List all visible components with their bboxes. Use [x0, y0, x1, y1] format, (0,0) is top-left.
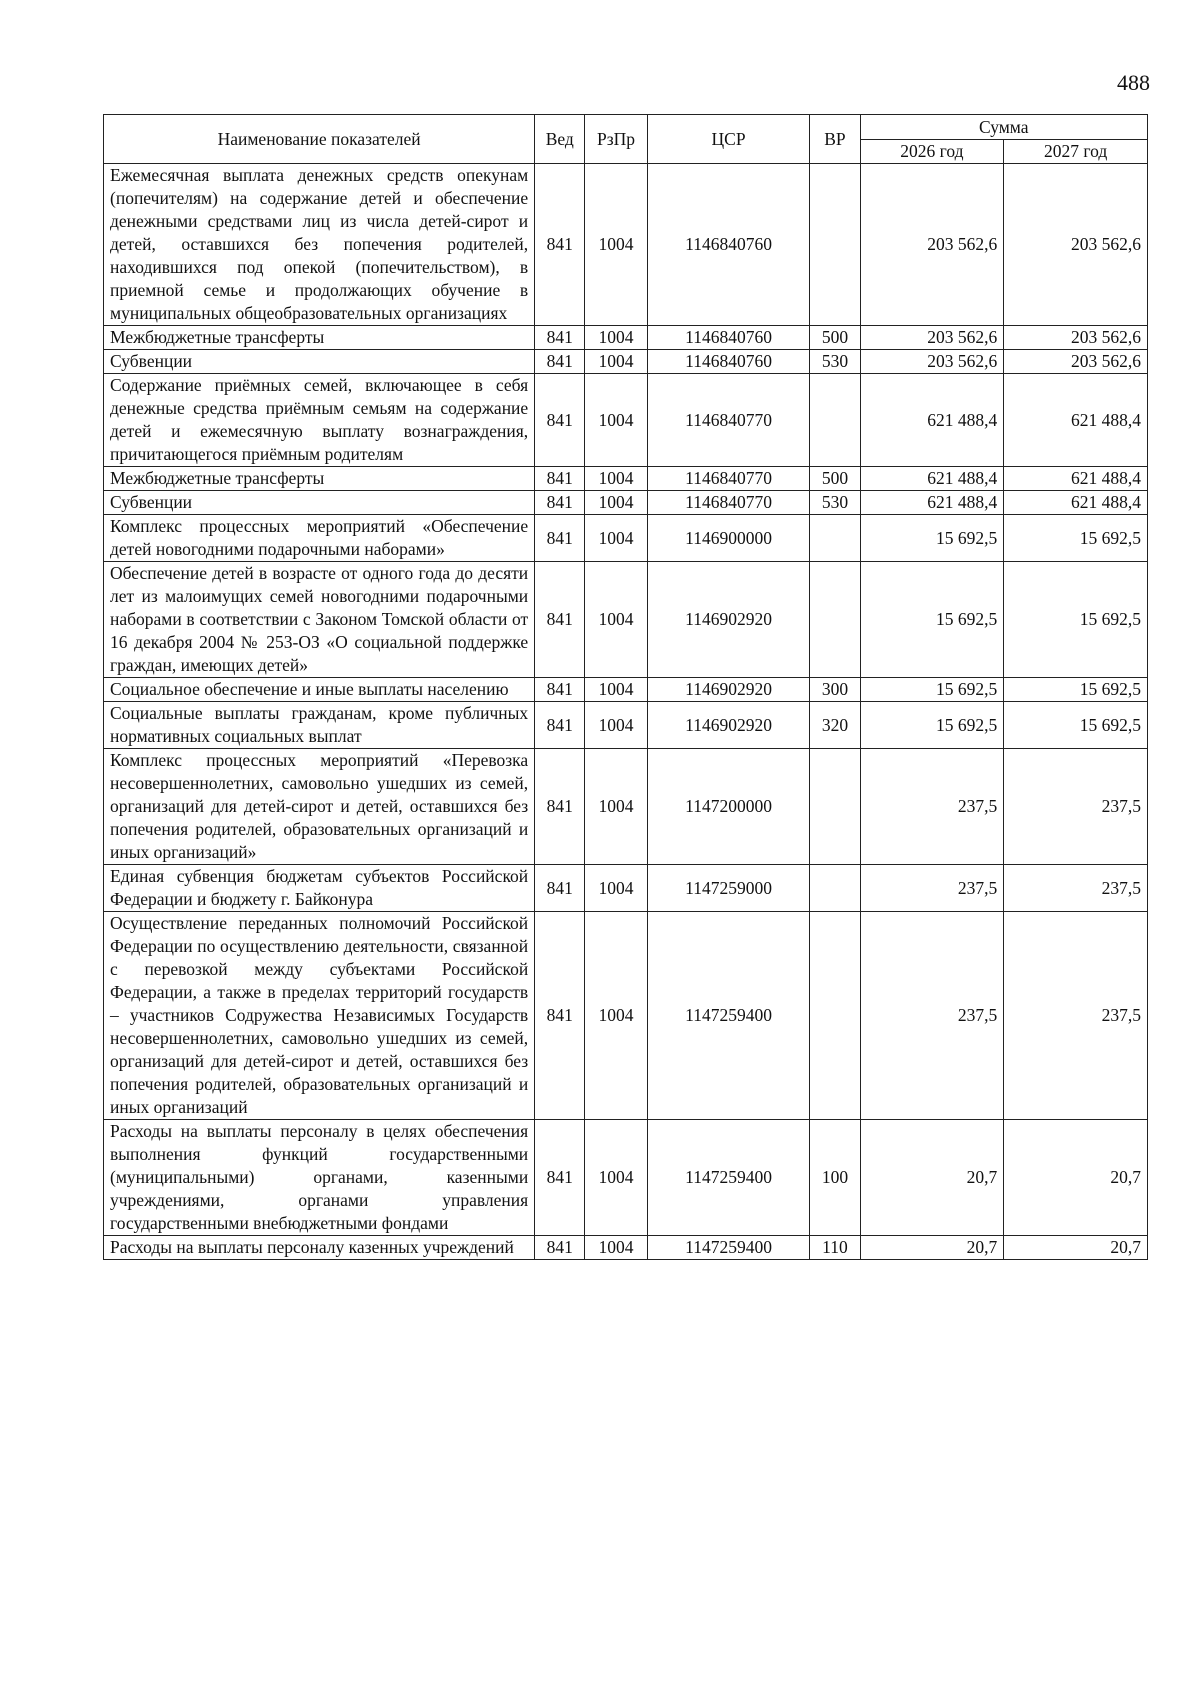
table-row	[104, 350, 1148, 374]
row-sum-2026: 621 488,4	[860, 491, 1004, 515]
row-rzpr: 1004	[585, 350, 647, 374]
row-vr: 100	[810, 1120, 860, 1236]
row-sum-2026: 203 562,6	[860, 164, 1004, 326]
row-vr	[810, 562, 860, 678]
row-csr: 1146840770	[647, 491, 810, 515]
row-csr: 1147259400	[647, 1120, 810, 1236]
row-sum-2027: 237,5	[1004, 865, 1148, 912]
row-csr: 1146840770	[647, 467, 810, 491]
table-row	[104, 912, 1148, 1120]
table-row	[104, 467, 1148, 491]
row-csr: 1147259400	[647, 912, 810, 1120]
row-name: Социальные выплаты гражданам, кроме публичных нормативных социальных выплат	[104, 702, 535, 749]
row-sum-2027: 237,5	[1004, 749, 1148, 865]
budget-table	[103, 114, 1148, 1260]
row-name: Субвенции	[104, 350, 535, 374]
page-number: 488	[1117, 70, 1150, 95]
row-sum-2027: 20,7	[1004, 1236, 1148, 1260]
row-name: Социальное обеспечение и иные выплаты населению	[104, 678, 535, 702]
row-ved: 841	[535, 912, 585, 1120]
row-rzpr: 1004	[585, 749, 647, 865]
row-rzpr: 1004	[585, 702, 647, 749]
row-name: Ежемесячная выплата денежных средств опекунам (попечителям) на содержание детей и обеспечение денежными средствами лиц из числа детей-сирот и детей, оставшихся без попечения родителей, находившихся под опекой (попечительством), в приемной семье и продолжающих обучение в муниципальных общеобразовательных организациях	[104, 164, 535, 326]
row-sum-2027: 203 562,6	[1004, 164, 1148, 326]
row-sum-2026: 237,5	[860, 912, 1004, 1120]
header-year-2026: 2026 год	[860, 140, 1004, 164]
row-ved: 841	[535, 865, 585, 912]
header-year-2027: 2027 год	[1004, 140, 1148, 164]
row-sum-2027: 203 562,6	[1004, 326, 1148, 350]
header-name: Наименование показателей	[104, 115, 535, 164]
table-row	[104, 562, 1148, 678]
header-sum: Сумма	[860, 115, 1148, 140]
row-sum-2027: 203 562,6	[1004, 350, 1148, 374]
row-ved: 841	[535, 374, 585, 467]
table-row	[104, 164, 1148, 326]
row-ved: 841	[535, 467, 585, 491]
row-ved: 841	[535, 326, 585, 350]
row-vr: 500	[810, 467, 860, 491]
row-sum-2026: 20,7	[860, 1236, 1004, 1260]
row-vr: 320	[810, 702, 860, 749]
table-row	[104, 1236, 1148, 1260]
row-sum-2026: 15 692,5	[860, 562, 1004, 678]
row-rzpr: 1004	[585, 912, 647, 1120]
row-sum-2026: 15 692,5	[860, 702, 1004, 749]
row-sum-2027: 15 692,5	[1004, 702, 1148, 749]
row-rzpr: 1004	[585, 1236, 647, 1260]
table-row	[104, 326, 1148, 350]
row-vr: 500	[810, 326, 860, 350]
row-rzpr: 1004	[585, 515, 647, 562]
row-sum-2026: 237,5	[860, 865, 1004, 912]
header-rzpr: РзПр	[585, 115, 647, 164]
table-row	[104, 865, 1148, 912]
table-row	[104, 515, 1148, 562]
row-name: Содержание приёмных семей, включающее в себя денежные средства приёмным семьям на содержание детей и ежемесячную выплату вознаграждения, причитающегося приёмным родителям	[104, 374, 535, 467]
row-csr: 1146902920	[647, 562, 810, 678]
row-ved: 841	[535, 164, 585, 326]
row-csr: 1146840760	[647, 164, 810, 326]
row-ved: 841	[535, 1120, 585, 1236]
table-row	[104, 374, 1148, 467]
row-rzpr: 1004	[585, 678, 647, 702]
row-csr: 1146902920	[647, 678, 810, 702]
row-ved: 841	[535, 491, 585, 515]
row-sum-2027: 15 692,5	[1004, 678, 1148, 702]
row-csr: 1147259000	[647, 865, 810, 912]
row-csr: 1146900000	[647, 515, 810, 562]
row-vr	[810, 374, 860, 467]
row-rzpr: 1004	[585, 374, 647, 467]
row-name: Комплекс процессных мероприятий «Перевозка несовершеннолетних, самовольно ушедших из семей, организаций для детей-сирот и детей, оставшихся без попечения родителей, образовательных организаций и иных организаций»	[104, 749, 535, 865]
row-sum-2027: 15 692,5	[1004, 515, 1148, 562]
row-sum-2027: 621 488,4	[1004, 491, 1148, 515]
row-ved: 841	[535, 749, 585, 865]
row-rzpr: 1004	[585, 491, 647, 515]
row-csr: 1147259400	[647, 1236, 810, 1260]
row-rzpr: 1004	[585, 326, 647, 350]
row-vr: 530	[810, 491, 860, 515]
row-sum-2027: 20,7	[1004, 1120, 1148, 1236]
row-sum-2026: 621 488,4	[860, 467, 1004, 491]
row-name: Межбюджетные трансферты	[104, 326, 535, 350]
row-sum-2027: 237,5	[1004, 912, 1148, 1120]
row-sum-2026: 20,7	[860, 1120, 1004, 1236]
row-sum-2027: 621 488,4	[1004, 467, 1148, 491]
row-csr: 1146840770	[647, 374, 810, 467]
row-sum-2026: 15 692,5	[860, 515, 1004, 562]
row-ved: 841	[535, 515, 585, 562]
table-row	[104, 702, 1148, 749]
table-row	[104, 749, 1148, 865]
row-sum-2027: 621 488,4	[1004, 374, 1148, 467]
row-rzpr: 1004	[585, 865, 647, 912]
row-vr: 110	[810, 1236, 860, 1260]
row-rzpr: 1004	[585, 1120, 647, 1236]
row-vr: 530	[810, 350, 860, 374]
row-sum-2026: 203 562,6	[860, 350, 1004, 374]
table-row	[104, 678, 1148, 702]
row-sum-2026: 203 562,6	[860, 326, 1004, 350]
row-name: Межбюджетные трансферты	[104, 467, 535, 491]
row-vr	[810, 865, 860, 912]
row-name: Расходы на выплаты персоналу казенных учреждений	[104, 1236, 535, 1260]
row-name: Осуществление переданных полномочий Российской Федерации по осуществлению деятельности, связанной с перевозкой между субъектами Российской Федерации, а также в пределах территорий государств – участников Содружества Независимых Государств несовершеннолетних, самовольно ушедших из семей, организаций для детей-сирот и детей, оставшихся без попечения родителей, образовательных организаций и иных организаций	[104, 912, 535, 1120]
header-csr: ЦСР	[647, 115, 810, 164]
row-name: Расходы на выплаты персоналу в целях обеспечения выполнения функций государственными (муниципальными) органами, казенными учреждениями, органами управления государственными внебюджетными фондами	[104, 1120, 535, 1236]
row-ved: 841	[535, 1236, 585, 1260]
row-sum-2026: 237,5	[860, 749, 1004, 865]
row-ved: 841	[535, 350, 585, 374]
row-rzpr: 1004	[585, 562, 647, 678]
row-name: Комплекс процессных мероприятий «Обеспечение детей новогодними подарочными наборами»	[104, 515, 535, 562]
row-ved: 841	[535, 702, 585, 749]
row-csr: 1146840760	[647, 326, 810, 350]
header-ved: Вед	[535, 115, 585, 164]
row-vr	[810, 912, 860, 1120]
row-vr	[810, 164, 860, 326]
row-name: Обеспечение детей в возрасте от одного года до десяти лет из малоимущих семей новогодними подарочными наборами в соответствии с Законом Томской области от 16 декабря 2004 № 253-ОЗ «О социальной поддержке граждан, имеющих детей»	[104, 562, 535, 678]
row-name: Субвенции	[104, 491, 535, 515]
row-ved: 841	[535, 562, 585, 678]
row-rzpr: 1004	[585, 467, 647, 491]
row-name: Единая субвенция бюджетам субъектов Российской Федерации и бюджету г. Байконура	[104, 865, 535, 912]
row-csr: 1146840760	[647, 350, 810, 374]
row-sum-2026: 15 692,5	[860, 678, 1004, 702]
row-ved: 841	[535, 678, 585, 702]
header-vr: ВР	[810, 115, 860, 164]
row-sum-2026: 621 488,4	[860, 374, 1004, 467]
row-rzpr: 1004	[585, 164, 647, 326]
row-vr	[810, 749, 860, 865]
row-sum-2027: 15 692,5	[1004, 562, 1148, 678]
row-vr: 300	[810, 678, 860, 702]
table-row	[104, 491, 1148, 515]
row-csr: 1147200000	[647, 749, 810, 865]
row-csr: 1146902920	[647, 702, 810, 749]
table-row	[104, 1120, 1148, 1236]
row-vr	[810, 515, 860, 562]
